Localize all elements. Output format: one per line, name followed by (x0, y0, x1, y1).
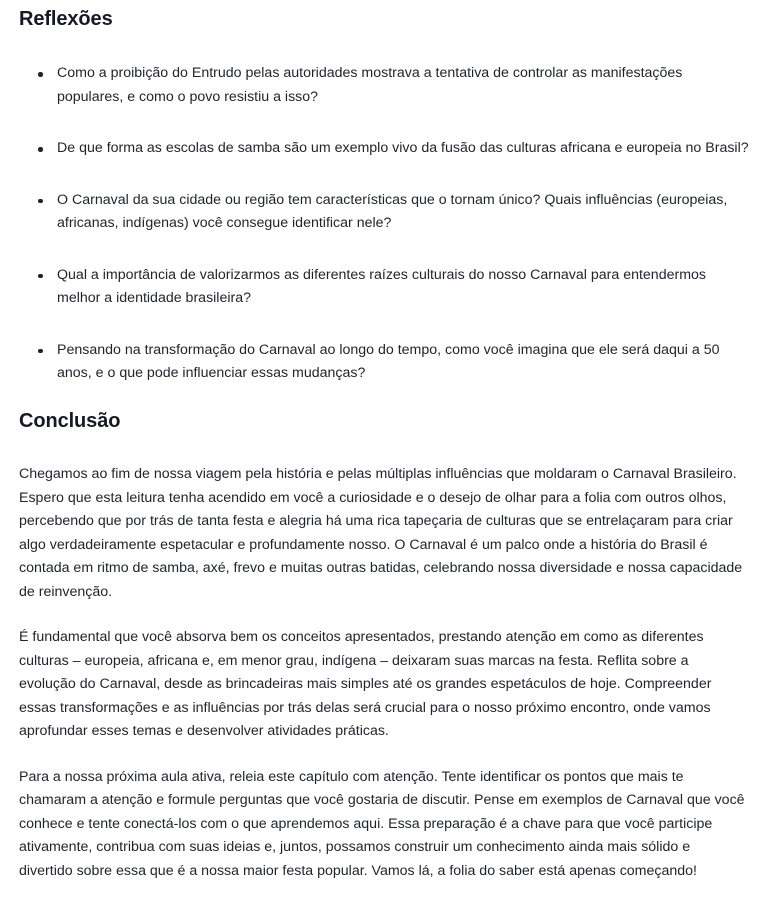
list-item: Pensando na transformação do Carnaval ao longo do tempo, como você imagina que ele será daqui a 50 anos, e o que pode influenciar essas mudanças? (19, 339, 749, 386)
paragraph: Para a nossa próxima aula ativa, releia este capítulo com atenção. Tente identificar os pontos que mais te chamaram a atenção e formule perguntas que você gostaria de discutir. Pense em exemplos de Carnaval que você conhece e tente conectá-los com o que aprendemos aqui. Essa preparação é a chave para que você participe ativamente, contribua com suas ideias e, juntos, possamos construir um conhecimento ainda mais sólido e divertido sobre essa que é a nossa maior festa popular. Vamos lá, a folia do saber está apenas começando! (19, 768, 745, 879)
section-heading-conclusao: Conclusão (19, 410, 121, 432)
list-item: De que forma as escolas de samba são um exemplo vivo da fusão das culturas africana e europeia no Brasil? (19, 137, 749, 161)
list-item: O Carnaval da sua cidade ou região tem características que o tornam único? Quais influências (europeias, africanas, indígenas) você consegue identificar nele? (19, 189, 749, 236)
section-heading-reflexoes: Reflexões (19, 8, 113, 30)
reflexoes-list (19, 62, 749, 414)
list-item: Como a proibição do Entrudo pelas autoridades mostrava a tentativa de controlar as manifestações populares, e como o povo resistiu a isso? (19, 62, 749, 109)
list-item: Qual a importância de valorizarmos as diferentes raízes culturais do nosso Carnaval para entendermos melhor a identidade brasileira? (19, 264, 749, 311)
paragraph: É fundamental que você absorva bem os conceitos apresentados, prestando atenção em como as diferentes culturas – europeia, africana e, em menor grau, indígena – deixaram suas marcas na festa. Reflita sobre a evolução do Carnaval, desde as brincadeiras mais simples até os grandes espetáculos de hoje. Compreender essas transformações e as influências por trás delas será crucial para o nosso próximo encontro, onde vamos aprofundar esses temas e desenvolver atividades práticas. (19, 629, 712, 739)
conclusao-body (19, 463, 747, 905)
paragraph: Chegamos ao fim de nossa viagem pela história e pelas múltiplas influências que moldaram o Carnaval Brasileiro. Espero que esta leitura tenha acendido em você a curiosidade e o desejo de olhar para a folia com outros olhos, percebendo que por trás de tanta festa e alegria há uma rica tapeçaria de culturas que se entrelaçaram para criar algo verdadeiramente espetacular e profundamente nosso. O Carnaval é um palco onde a história do Brasil é contada em ritmo de samba, axé, frevo e muitas outras batidas, celebrando nossa diversidade e nossa capacidade de reinvenção. (19, 466, 743, 600)
